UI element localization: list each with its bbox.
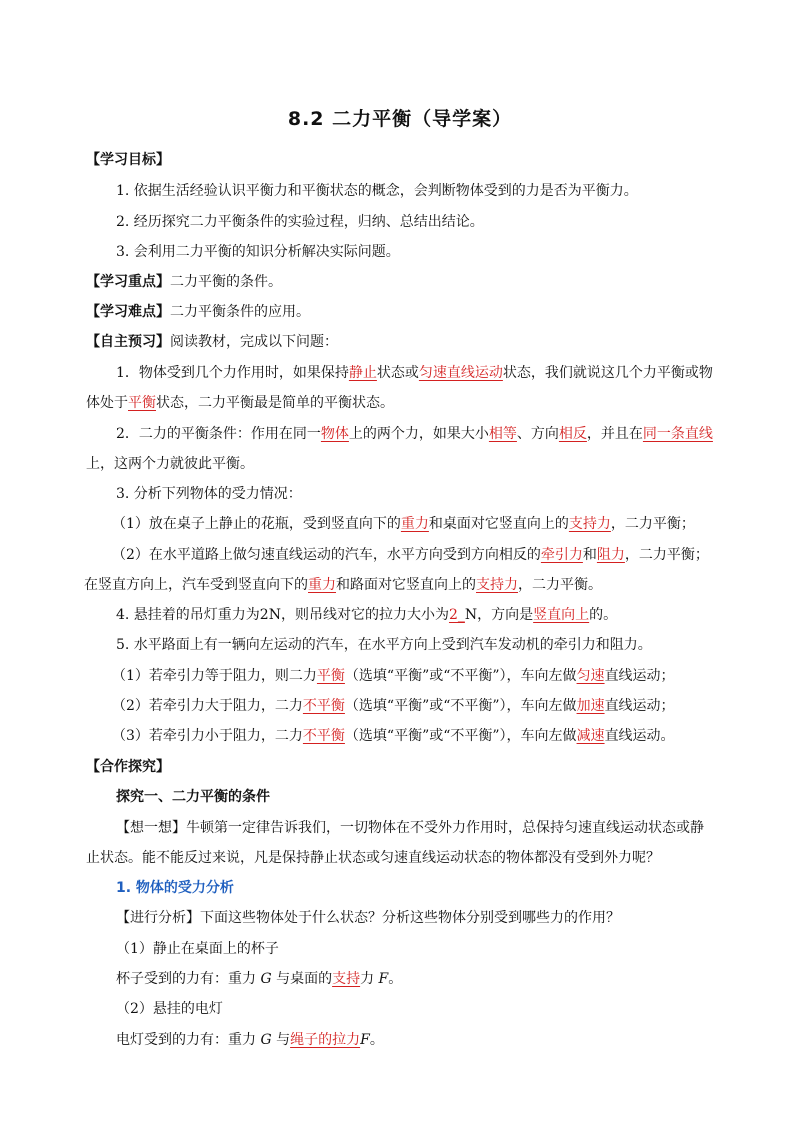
q2-text: 2．二力的平衡条件：作用在同一 xyxy=(116,426,321,442)
q5-text: （选填“平衡”或“不平衡”），车向左做 xyxy=(344,728,577,744)
q3-text: ，二力平衡； xyxy=(624,547,709,563)
q5-text: （选填“平衡”或“不平衡”），车向左做 xyxy=(344,698,577,714)
question-3-sub-1 xyxy=(112,514,752,534)
q3-text: 在竖直方向上，汽车受到竖直向下的 xyxy=(84,577,308,593)
coop-subheading: 探究一、二力平衡的条件 xyxy=(116,789,270,805)
cup-text: 杯子受到的力有：重力 xyxy=(116,971,261,987)
key-point-text: 二力平衡的条件。 xyxy=(170,274,282,290)
goal-item-2: 2. 经历探究二力平衡条件的实验过程，归纳、总结出结论。 xyxy=(116,214,484,230)
force-symbol: F xyxy=(360,1032,370,1048)
q5-text: （3）若牵引力小于阻力，二力 xyxy=(112,728,303,744)
coop-heading: 【合作探究】 xyxy=(86,759,170,775)
answer-blank: 静止 xyxy=(348,365,377,381)
question-3-sub-2-line-1 xyxy=(112,545,752,565)
gravity-symbol: G xyxy=(260,1032,272,1048)
answer-blank: 匀速直线运动 xyxy=(418,365,503,381)
cup-text: 力 xyxy=(360,971,379,987)
lamp-item: （2）悬挂的电灯 xyxy=(116,1001,223,1017)
q5-text: 直线运动； xyxy=(604,698,675,714)
answer-blank: 绳子的拉力 xyxy=(290,1032,361,1048)
q2-text: ，并且在 xyxy=(586,426,643,442)
key-point xyxy=(86,272,726,292)
preview-intro: 阅读教材，完成以下问题： xyxy=(170,334,338,350)
question-3-sub-2-line-2 xyxy=(84,575,724,595)
goal-item-3: 3. 会利用二力平衡的知识分析解决实际问题。 xyxy=(116,244,400,260)
answer-blank: 支持力 xyxy=(476,577,518,593)
question-4 xyxy=(116,605,756,625)
lamp-forces xyxy=(116,1030,756,1050)
answer-blank: 不平衡 xyxy=(302,728,345,744)
answer-blank: 同一条直线 xyxy=(642,426,713,442)
q5-text: （选填“平衡”或“不平衡”），车向左做 xyxy=(344,668,577,684)
goals-heading: 【学习目标】 xyxy=(86,152,170,168)
answer-blank: 平衡 xyxy=(316,668,345,684)
q5-text: （2）若牵引力大于阻力，二力 xyxy=(112,698,303,714)
q1-text: 状态，我们就说这几个力平衡或物 xyxy=(502,365,713,381)
q1-text: 状态，二力平衡最是简单的平衡状态。 xyxy=(156,395,394,411)
answer-blank: 重力 xyxy=(308,577,336,593)
q3-text: （2）在水平道路上做匀速直线运动的汽车，水平方向受到方向相反的 xyxy=(112,547,541,563)
answer-blank: 平衡 xyxy=(128,395,156,411)
q1-text: 状态或 xyxy=(376,365,419,381)
q5-text: 直线运动； xyxy=(604,668,675,684)
q4-text: 的。 xyxy=(589,607,618,623)
question-5-sub-1 xyxy=(112,666,752,686)
question-3-intro: 3. 分析下列物体的受力情况： xyxy=(116,486,302,502)
think-line-1 xyxy=(116,818,756,838)
q4-text: 4. 悬挂着的吊灯重力为2N，则吊线对它的拉力大小为 xyxy=(116,607,449,623)
answer-blank: 相等 xyxy=(488,426,517,442)
q3-text: ，二力平衡。 xyxy=(518,577,602,593)
answer-blank: 物体 xyxy=(320,426,349,442)
q3-text: 和桌面对它竖直向上的 xyxy=(428,516,569,532)
lamp-text: 与 xyxy=(271,1032,291,1048)
answer-blank: 相反 xyxy=(558,426,587,442)
answer-blank: 竖直向上 xyxy=(533,607,590,623)
answer-blank: 不平衡 xyxy=(302,698,345,714)
question-1-line-1 xyxy=(116,363,756,383)
cup-forces xyxy=(116,969,756,989)
goal-item-1: 1. 依据生活经验认识平衡力和平衡状态的概念，会判断物体受到的力是否为平衡力。 xyxy=(116,183,638,199)
analysis-prompt: 【进行分析】下面这些物体处于什么状态？分析这些物体分别受到哪些力的作用？ xyxy=(116,910,620,926)
q2-text: 、方向 xyxy=(516,426,559,442)
answer-blank: 加速 xyxy=(576,698,605,714)
answer-blank: 减速 xyxy=(576,728,605,744)
difficulty xyxy=(86,302,726,322)
answer-blank: 支持 xyxy=(332,971,361,987)
q5-text: （1）若牵引力等于阻力，则二力 xyxy=(112,668,317,684)
q3-text: 和路面对它竖直向上的 xyxy=(336,577,476,593)
q3-text: 和 xyxy=(582,547,597,563)
answer-blank: 支持力 xyxy=(568,516,611,532)
preview-heading xyxy=(86,332,726,352)
question-1-line-2 xyxy=(86,393,726,413)
q1-text: 体处于 xyxy=(86,395,128,411)
question-5-sub-3 xyxy=(112,726,752,746)
cup-item: （1）静止在桌面上的杯子 xyxy=(116,941,279,957)
answer-blank: 牵引力 xyxy=(540,547,583,563)
difficulty-text: 二力平衡条件的应用。 xyxy=(170,304,310,320)
q3-text: ，二力平衡； xyxy=(610,516,695,532)
lamp-text: 电灯受到的力有：重力 xyxy=(116,1032,261,1048)
answer-blank: 阻力 xyxy=(596,547,625,563)
question-2-line-1 xyxy=(116,424,756,444)
q3-text: （1）放在桌子上静止的花瓶，受到竖直向下的 xyxy=(112,516,401,532)
think-text: 牛顿第一定律告诉我们，一切物体在不受外力作用时，总保持匀速直线运动状态或静 xyxy=(186,820,704,836)
question-5-intro: 5. 水平路面上有一辆向左运动的汽车，在水平方向上受到汽车发动机的牵引力和阻力。 xyxy=(116,637,652,653)
q2-text: 上的两个力，如果大小 xyxy=(348,426,489,442)
cup-text: 与桌面的 xyxy=(271,971,333,987)
gravity-symbol: G xyxy=(260,971,272,987)
force-symbol: F xyxy=(378,971,389,987)
question-5-sub-2 xyxy=(112,696,752,716)
q1-text: 1．物体受到几个力作用时，如果保持 xyxy=(116,365,349,381)
answer-blank: 2_ xyxy=(448,607,465,623)
answer-blank: 重力 xyxy=(400,516,429,532)
preview-label: 【自主预习】 xyxy=(86,334,170,350)
think-line-2: 止状态。能不能反过来说，凡是保持静止状态或匀速直线运动状态的物体都没有受到外力呢？ xyxy=(86,850,660,866)
q4-text: N，方向是 xyxy=(464,607,534,623)
lamp-text: 。 xyxy=(369,1032,384,1048)
page-title: 8.2 二力平衡（导学案） xyxy=(287,108,513,130)
key-point-label: 【学习重点】 xyxy=(86,274,170,290)
section-force-analysis: 1. 物体的受力分析 xyxy=(116,880,234,896)
difficulty-label: 【学习难点】 xyxy=(86,304,170,320)
answer-blank: 匀速 xyxy=(576,668,605,684)
cup-text: 。 xyxy=(388,971,403,987)
think-label: 【想一想】 xyxy=(116,820,186,836)
question-2-line-2: 上，这两个力就彼此平衡。 xyxy=(86,456,254,472)
q5-text: 直线运动。 xyxy=(604,728,675,744)
